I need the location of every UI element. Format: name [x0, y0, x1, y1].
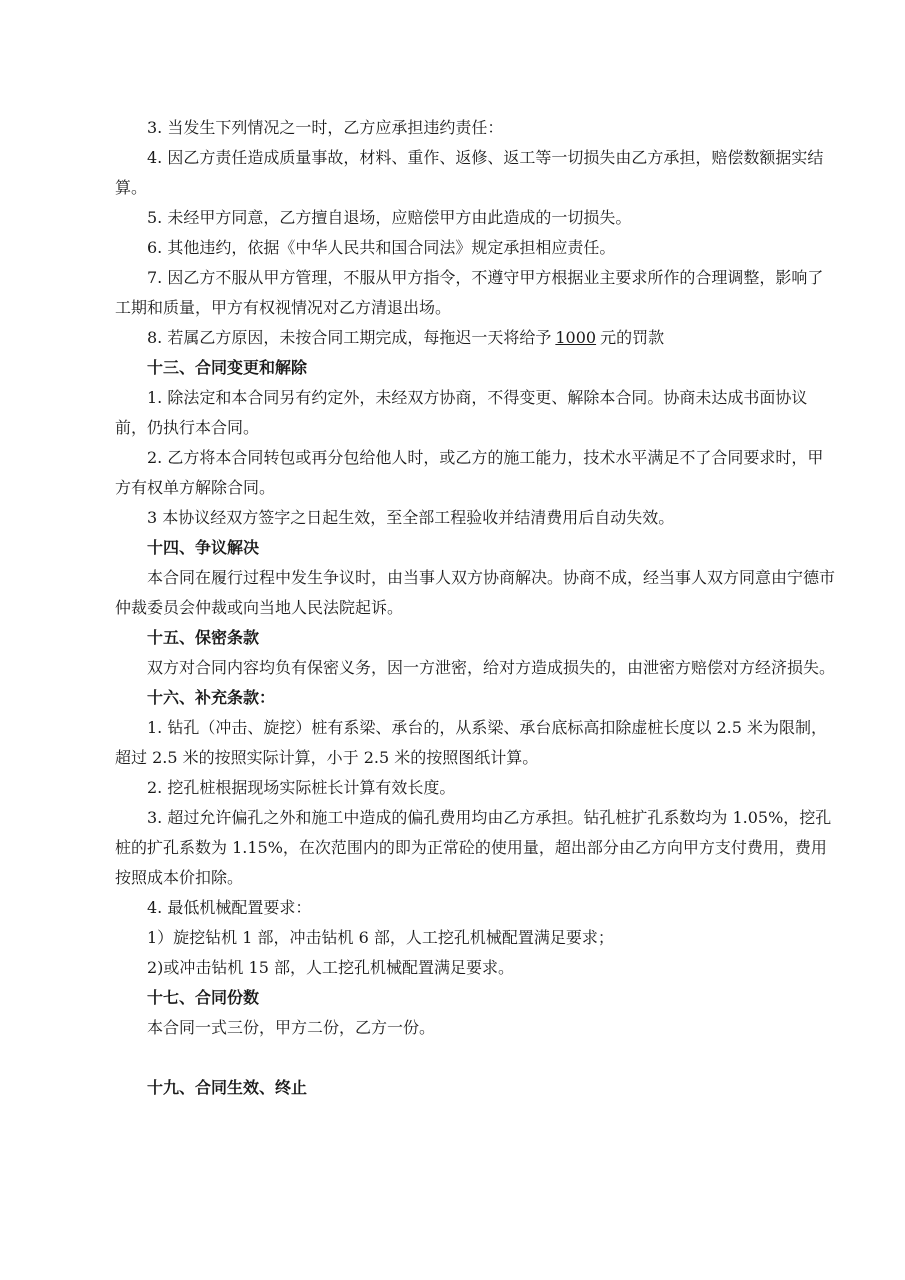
dispute-clause: 本合同在履行过程中发生争议时，由当事人双方协商解决。协商不成，经当事人双方同意由宁德市仲裁委员会仲裁或向当地人民法院起诉。: [115, 568, 836, 617]
supplement-item-2: 2)或冲击钻机 15 部，人工挖孔机械配置满足要求。: [147, 958, 514, 977]
supplement-clause-3: 3. 超过允许偏孔之外和施工中造成的偏孔费用均由乙方承担。钻孔桩扩孔系数均为 1.05%，挖孔桩的扩孔系数为 1.15%，在次范围内的即为正常砼的使用量，超出部分由乙方向甲方支付费用，费用按照成本价扣除。: [115, 808, 832, 887]
breach-clause-7: 7. 因乙方不服从甲方管理，不服从甲方指令，不遵守甲方根据业主要求所作的合理调整，影响了工期和质量，甲方有权视情况对乙方清退出场。: [115, 268, 824, 317]
penalty-amount: 1000: [555, 328, 597, 347]
breach-clause-4: 4. 因乙方责任造成质量事故，材料、重作、返修、返工等一切损失由乙方承担，赔偿数额据实结算。: [115, 148, 824, 197]
breach-clause-5: 5. 未经甲方同意，乙方擅自退场，应赔偿甲方由此造成的一切损失。: [147, 208, 632, 227]
secrecy-clause: 双方对合同内容均负有保密义务，因一方泄密，给对方造成损失的，由泄密方赔偿对方经济损失。: [147, 658, 836, 677]
change-clause-1: 1. 除法定和本合同另有约定外，未经双方协商，不得变更、解除本合同。协商未达成书面协议前，仍执行本合同。: [115, 388, 808, 437]
change-clause-3: 3 本协议经双方签字之日起生效，至全部工程验收并结清费用后自动失效。: [147, 508, 675, 527]
section-heading-change: 十三、合同变更和解除: [147, 358, 308, 377]
supplement-clause-1: 1. 钻孔（冲击、旋挖）桩有系梁、承台的，从系梁、承台底标高扣除虚桩长度以 2.5 米为限制，超过 2.5 米的按照实际计算，小于 2.5 米的按照图纸计算。: [115, 718, 827, 767]
document-body: [115, 113, 835, 1103]
section-heading-copies: 十七、合同份数: [147, 988, 260, 1007]
breach-clause-3: 3. 当发生下列情况之一时，乙方应承担违约责任：: [147, 118, 504, 137]
section-heading-secrecy: 十五、保密条款: [147, 628, 260, 647]
breach-clause-8-suffix: 元的罚款: [600, 328, 665, 347]
breach-clause-8-prefix: 8. 若属乙方原因，未按合同工期完成，每拖迟一天将给予: [147, 328, 552, 347]
copies-clause: 本合同一式三份，甲方二份，乙方一份。: [147, 1018, 436, 1037]
supplement-clause-2: 2. 挖孔桩根据现场实际桩长计算有效长度。: [147, 778, 456, 797]
change-clause-2: 2. 乙方将本合同转包或再分包给他人时，或乙方的施工能力，技术水平满足不了合同要求时，甲方有权单方解除合同。: [115, 448, 824, 497]
breach-clause-6: 6. 其他违约，依据《中华人民共和国合同法》规定承担相应责任。: [147, 238, 616, 257]
section-heading-supplement: 十六、补充条款：: [147, 688, 276, 707]
supplement-item-1: 1）旋挖钻机 1 部，冲击钻机 6 部，人工挖孔机械配置满足要求；: [147, 928, 614, 947]
supplement-clause-4: 4. 最低机械配置要求：: [147, 898, 312, 917]
blank-line: [115, 1043, 835, 1073]
section-heading-dispute: 十四、争议解决: [147, 538, 260, 557]
breach-clause-8: [115, 323, 835, 353]
section-heading-effect: 十九、合同生效、终止: [147, 1078, 308, 1097]
